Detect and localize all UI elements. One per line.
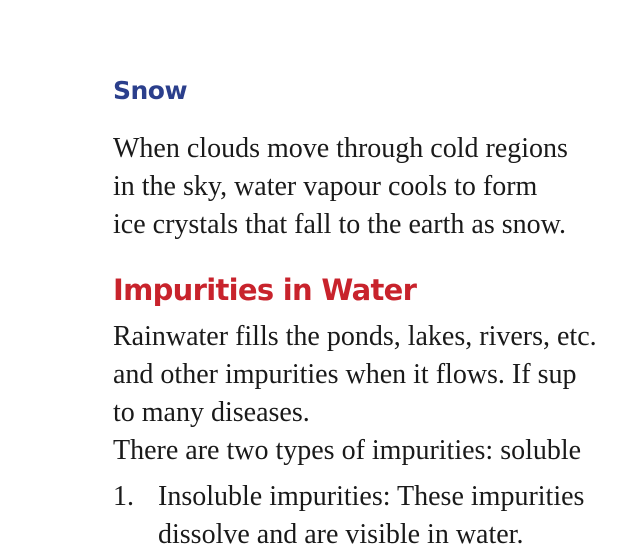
list-item-number: 1. — [113, 481, 134, 512]
list-item-line-2: dissolve and are visible in water. — [158, 519, 524, 547]
snow-line-3: ice crystals that fall to the earth as snow. — [113, 209, 567, 240]
impurities-paragraph — [113, 318, 638, 470]
snow-line-1: When clouds move through cold regions — [113, 133, 568, 164]
impurities-list — [113, 478, 638, 547]
impurities-line-2: and other impurities when it flows. If sup — [113, 359, 577, 390]
impurities-line-3: to many diseases. — [113, 397, 310, 428]
section-heading-impurities: Impurities in Water — [113, 273, 417, 307]
impurities-line-1: Rainwater fills the ponds, lakes, rivers, etc. — [113, 321, 597, 352]
list-item-line-1: Insoluble impurities: These impurities — [158, 481, 585, 512]
snow-paragraph — [113, 130, 638, 244]
impurities-line-4: There are two types of impurities: soluble — [113, 435, 582, 466]
document-content — [113, 74, 638, 547]
section-heading-snow: Snow — [113, 76, 188, 105]
list-item-text — [158, 478, 584, 547]
snow-line-2: in the sky, water vapour cools to form — [113, 171, 538, 202]
list-item — [113, 478, 638, 547]
